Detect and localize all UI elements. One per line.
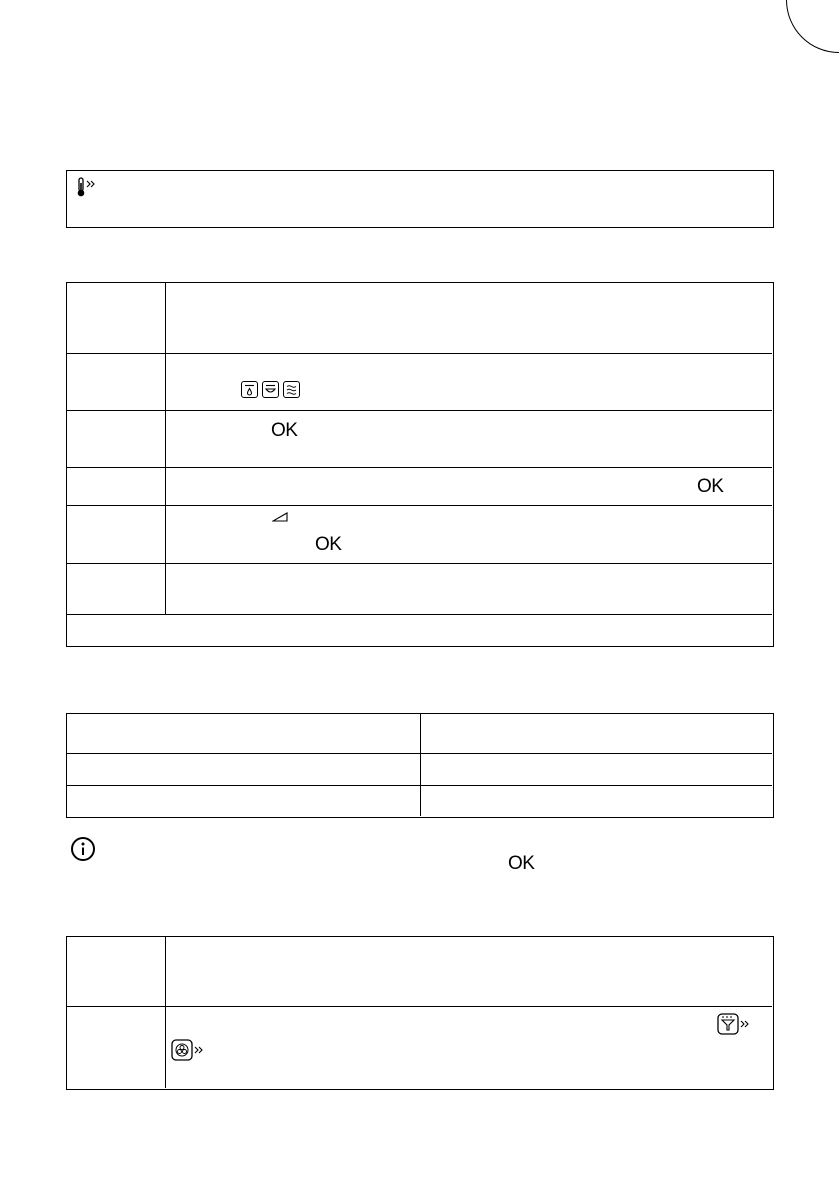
steps-table-row-divider xyxy=(67,614,772,615)
steps-table xyxy=(66,282,774,647)
steps-table-column-divider xyxy=(165,283,166,614)
steam-waves-icon xyxy=(283,381,300,398)
steps-table-row-divider xyxy=(67,410,772,411)
temperature-info-box xyxy=(66,170,774,228)
steps-table-row-divider xyxy=(67,353,772,354)
steps-table-row-divider xyxy=(67,467,772,468)
ok-button-symbol: OK xyxy=(508,853,535,874)
steam-drop-icon xyxy=(241,381,258,398)
two-column-table-divider xyxy=(420,714,421,816)
thermometer-with-chevrons-icon xyxy=(75,177,99,199)
two-column-table-row-divider xyxy=(67,785,772,786)
function-table-row-divider xyxy=(67,1006,772,1007)
ok-button-symbol: OK xyxy=(271,420,298,441)
steps-table-row-divider xyxy=(67,505,772,506)
function-table xyxy=(66,936,774,1090)
steps-table-row-divider xyxy=(67,563,772,564)
ok-button-symbol: OK xyxy=(315,534,342,555)
ok-button-symbol: OK xyxy=(697,476,724,497)
circle-pattern-with-chevrons-icon xyxy=(171,1039,211,1063)
function-table-column-divider xyxy=(165,937,166,1088)
steam-bowl-icon xyxy=(262,381,279,398)
signal-triangle-icon xyxy=(272,512,288,522)
two-column-table-row-divider xyxy=(67,753,772,754)
page-corner-arc xyxy=(786,0,839,53)
information-icon xyxy=(70,836,96,862)
two-column-table xyxy=(66,713,774,818)
filter-with-chevrons-icon xyxy=(717,1013,757,1037)
